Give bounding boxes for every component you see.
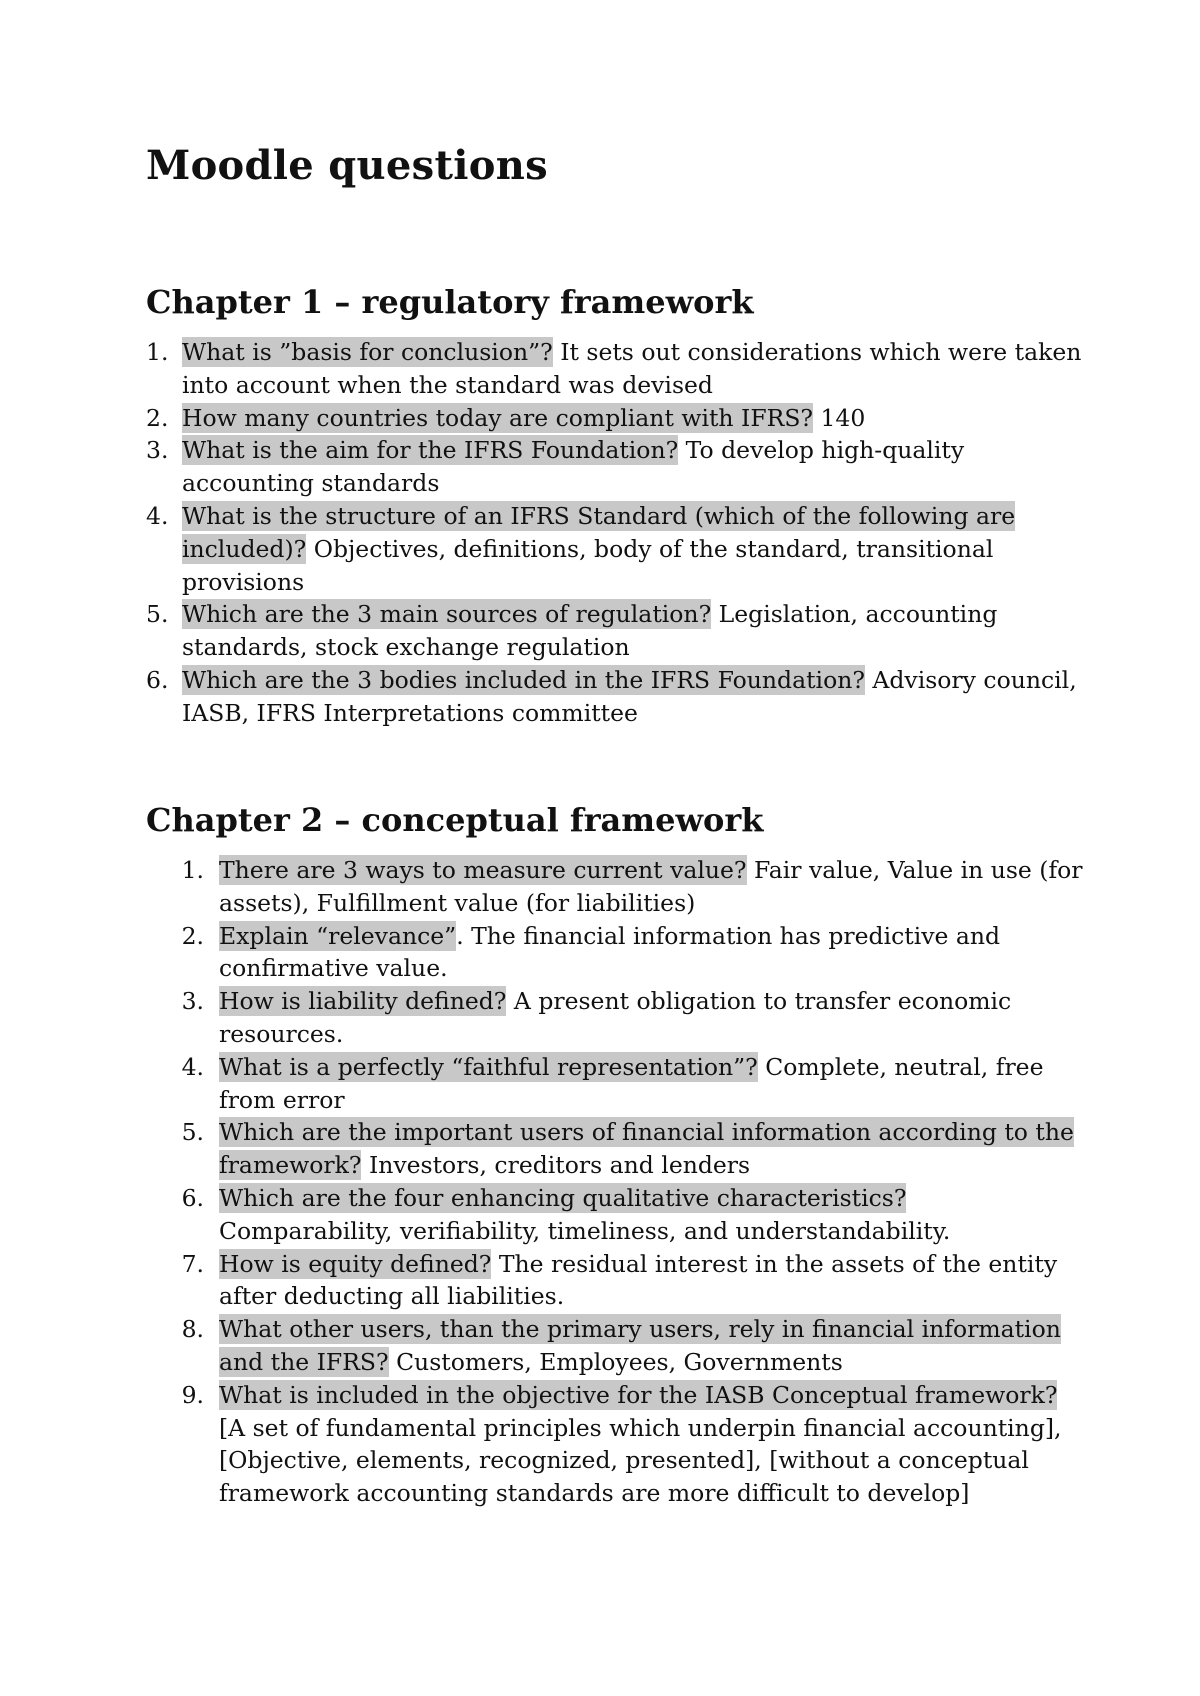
question-item [146,402,1086,435]
question-text: Explain “relevance” [219,921,457,950]
question-text: There are 3 ways to measure current value? [219,856,747,884]
question-text: How is equity defined? [219,1249,492,1278]
question-item [146,1313,1086,1379]
question-text: How many countries today are compliant with IFRS? [182,403,814,432]
chapter-1-heading: Chapter 1 – regulatory framework [146,283,754,321]
question-number: 2. [146,403,169,432]
chapter-1-question-list [146,336,1086,730]
question-number: 4. [146,501,169,530]
question-item [146,664,1086,730]
document-title: Moodle questions [146,142,548,189]
answer-text: It sets out considerations which were taken into account when the standard was devised [182,338,1082,399]
question-item [146,336,1086,402]
question-text: What is the structure of an IFRS Standard (which of the following are included)? [182,501,1016,563]
answer-text: Customers, Employees, Governments [388,1347,843,1376]
question-item [146,500,1086,598]
question-number: 6. [146,665,169,694]
question-item [146,1182,1086,1248]
answer-text: . The financial information has predictive and confirmative value. [219,921,1001,983]
answer-text: Complete, neutral, free from error [219,1052,1044,1114]
answer-text: 140 [813,403,866,432]
chapter-2-heading: Chapter 2 – conceptual framework [146,801,764,839]
answer-text: [A set of fundamental principles which underpin financial accounting], [Objective, elements, recognized, presented], [without a conceptual framework accounting standards are more difficult to develop] [219,1413,1062,1508]
question-text: Which are the 3 bodies included in the IFRS Foundation? [182,665,865,694]
question-number: 5. [146,600,169,629]
question-text: How is liability defined? [219,987,507,1016]
question-item [146,434,1086,500]
question-number: 2. [181,921,204,950]
answer-text: A present obligation to transfer economic resources. [219,987,1012,1048]
question-number: 8. [181,1315,204,1344]
question-text: What is a perfectly “faithful representation”? [219,1052,758,1081]
answer-text: To develop high-quality accounting standards [182,436,965,498]
answer-text: Advisory council, IASB, IFRS Interpretations committee [182,665,1077,727]
question-text: What is included in the objective for the IASB Conceptual framework? [219,1380,1058,1409]
chapter-2-section [146,798,1086,1510]
question-item [146,1379,1086,1510]
chapter-2-question-list [146,854,1086,1510]
question-text: Which are the 3 main sources of regulation? [182,600,712,629]
question-item [146,1051,1086,1117]
question-number: 3. [181,987,204,1016]
question-number: 1. [146,338,169,366]
question-item [146,598,1086,664]
question-text: Which are the four enhancing qualitative characteristics? [219,1183,907,1212]
question-number: 9. [181,1380,204,1409]
answer-text: Investors, creditors and lenders [361,1151,751,1180]
answer-text: Objectives, definitions, body of the standard, transitional provisions [182,534,994,596]
question-number: 7. [181,1249,204,1278]
question-item [146,920,1086,986]
answer-text: Comparability, verifiability, timeliness, and understandability. [219,1216,951,1245]
question-number: 1. [181,856,204,884]
question-number: 5. [181,1118,204,1147]
question-number: 3. [146,436,169,465]
question-item [146,985,1086,1051]
question-item [146,1116,1086,1182]
question-text: Which are the important users of financial information according to the framework? [219,1118,1074,1180]
question-number: 4. [181,1052,204,1081]
question-text: What is ”basis for conclusion”? [182,338,553,366]
answer-text: The residual interest in the assets of the entity after deducting all liabilities. [219,1249,1058,1311]
question-item [146,1248,1086,1314]
answer-text: Fair value, Value in use (for assets), Fulfillment value (for liabilities) [219,856,1083,917]
question-item [146,854,1086,920]
question-text: What other users, than the primary users, rely in financial information and the IFRS? [219,1315,1061,1376]
question-text: What is the aim for the IFRS Foundation? [182,436,679,465]
question-number: 6. [181,1183,204,1212]
chapter-1-section [146,280,1086,730]
answer-text: Legislation, accounting standards, stock exchange regulation [182,600,998,662]
